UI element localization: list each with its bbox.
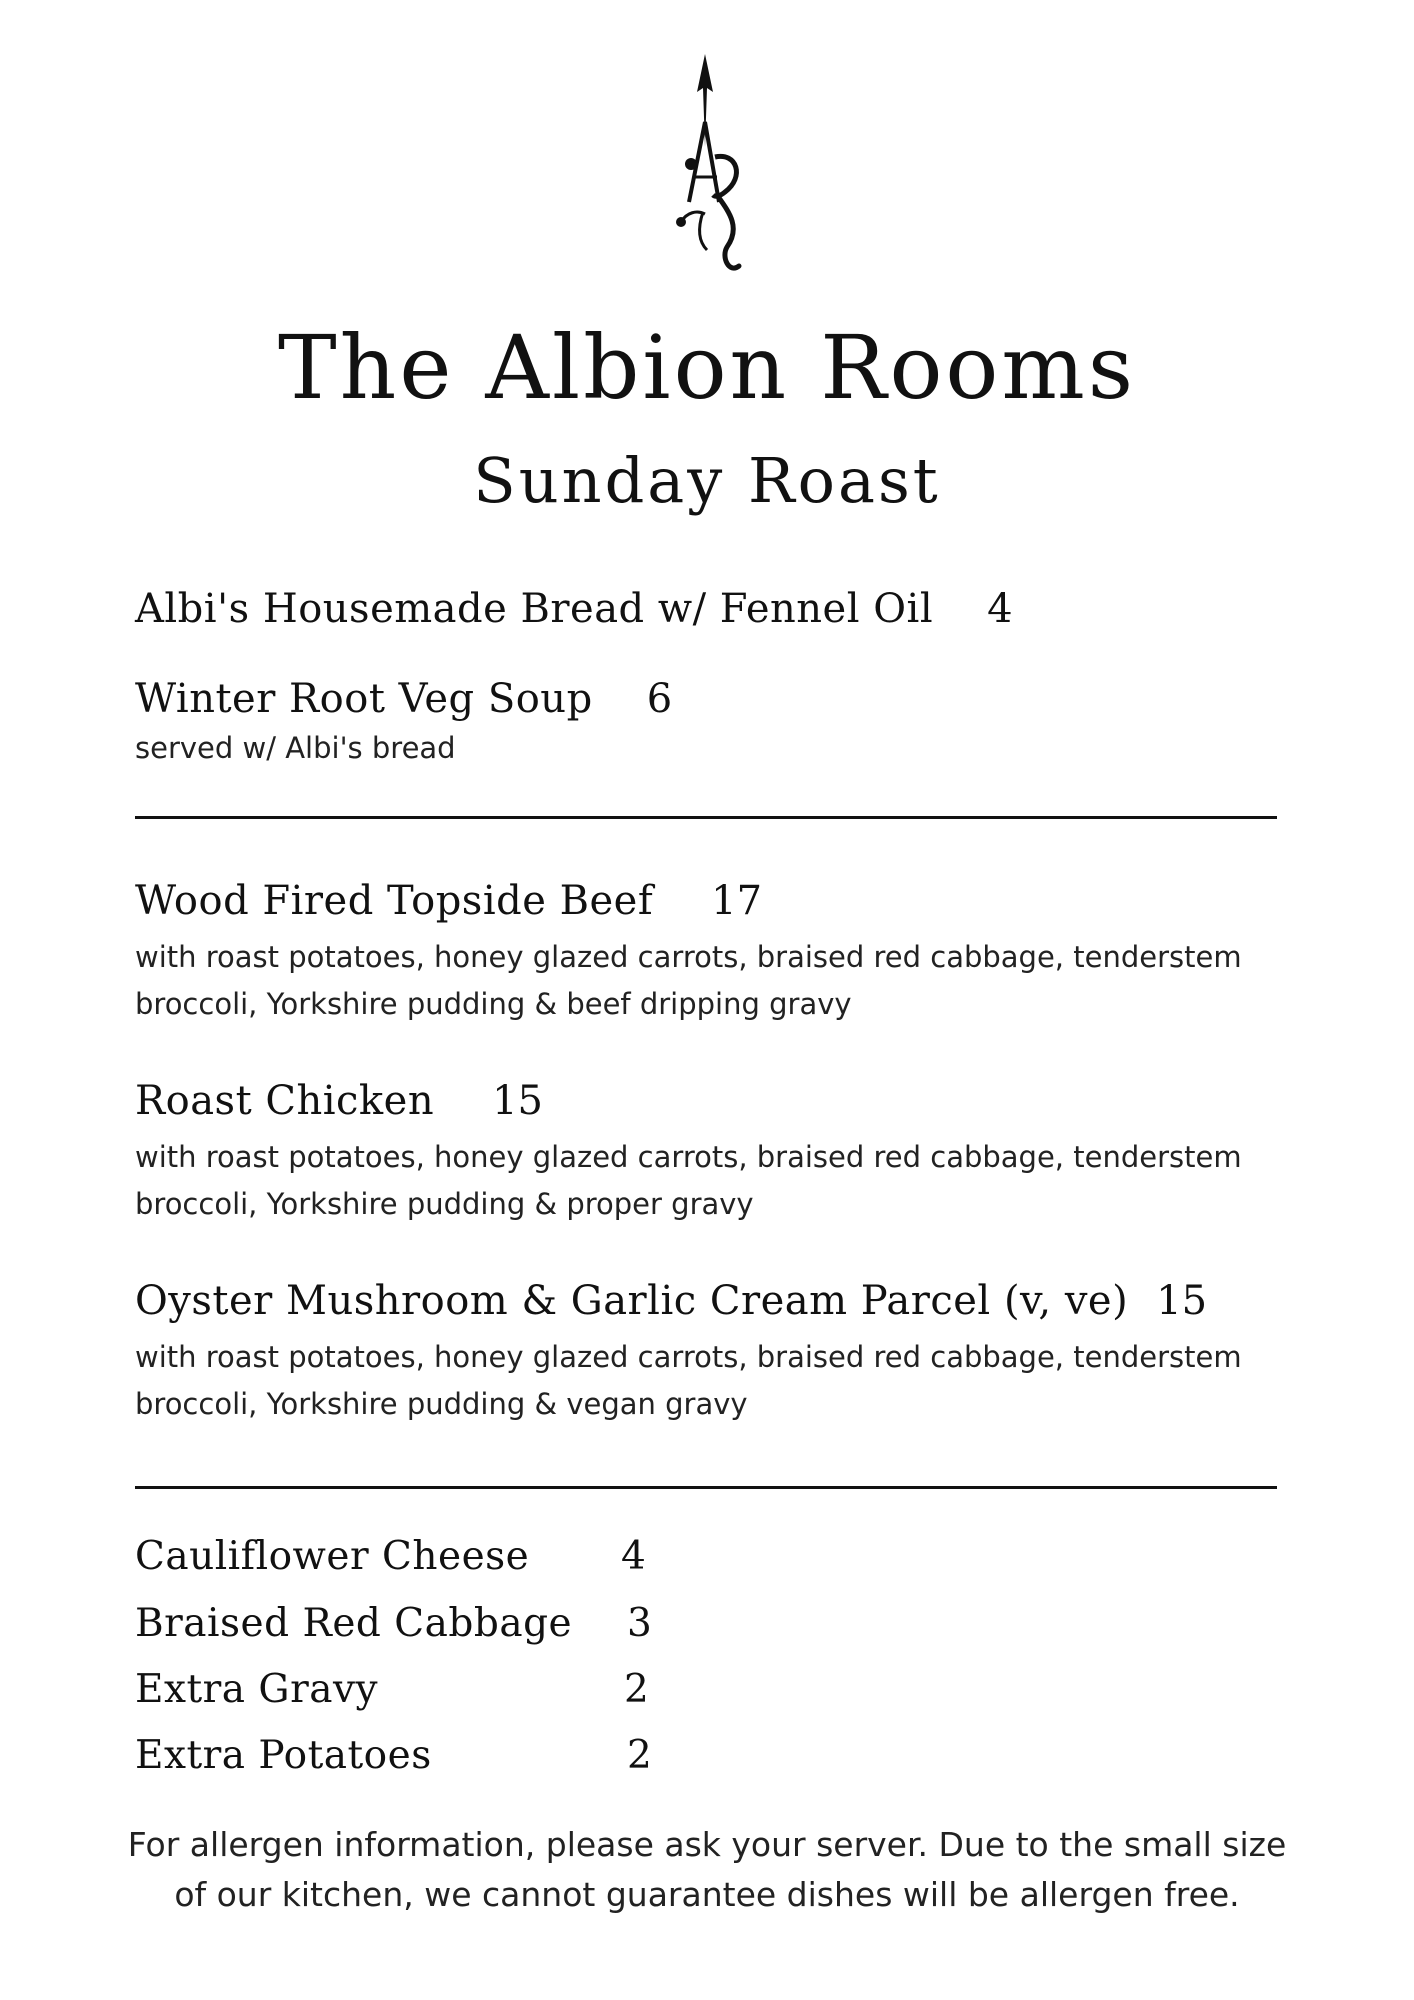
menu-title: Sunday Roast xyxy=(473,444,941,517)
allergen-notice-line: of our kitchen, we cannot guarantee dishes will be allergen free. xyxy=(174,1875,1240,1914)
side-name: Extra Potatoes xyxy=(135,1733,432,1778)
dish-price: 15 xyxy=(1156,1278,1208,1324)
dish-description-line: with roast potatoes, honey glazed carrots, braised red cabbage, tenderstem xyxy=(135,940,1242,974)
dish-price: 4 xyxy=(987,586,1013,632)
menu-item-mushroom-parcel xyxy=(135,1277,1207,1325)
allergen-notice-line: For allergen information, please ask your server. Due to the small size xyxy=(127,1825,1287,1864)
side-name: Extra Gravy xyxy=(135,1667,379,1712)
dish-description-line: broccoli, Yorkshire pudding & beef dripping gravy xyxy=(135,987,852,1021)
dish-description-line: with roast potatoes, honey glazed carrots, braised red cabbage, tenderstem xyxy=(135,1140,1242,1174)
side-price: 2 xyxy=(627,1733,652,1778)
dish-price: 15 xyxy=(492,1078,544,1124)
menu-item-bread xyxy=(135,585,1013,633)
side-name: Braised Red Cabbage xyxy=(135,1601,573,1646)
side-name: Cauliflower Cheese xyxy=(135,1534,530,1579)
dish-description-line: broccoli, Yorkshire pudding & vegan gravy xyxy=(135,1387,748,1421)
side-price: 3 xyxy=(627,1601,652,1646)
dish-name: Albi's Housemade Bread w/ Fennel Oil xyxy=(135,586,934,632)
dish-price: 17 xyxy=(711,878,763,924)
dish-name: Oyster Mushroom & Garlic Cream Parcel (v, ve) xyxy=(135,1278,1129,1324)
dish-description-line: broccoli, Yorkshire pudding & proper gravy xyxy=(135,1187,754,1221)
restaurant-name: The Albion Rooms xyxy=(277,316,1137,419)
section-divider xyxy=(135,1486,1277,1489)
albion-rooms-logo xyxy=(667,52,757,282)
dish-price: 6 xyxy=(646,676,673,722)
side-price: 2 xyxy=(624,1667,649,1712)
menu-item-beef xyxy=(135,877,762,925)
dish-name: Roast Chicken xyxy=(135,1078,435,1124)
menu-item-soup xyxy=(135,675,672,723)
dish-name: Winter Root Veg Soup xyxy=(135,676,593,722)
side-price: 4 xyxy=(621,1534,646,1579)
dish-name: Wood Fired Topside Beef xyxy=(135,878,654,924)
menu-item-chicken xyxy=(135,1077,543,1125)
allergen-notice xyxy=(120,1820,1294,1920)
section-divider xyxy=(135,816,1277,819)
dish-description-line: with roast potatoes, honey glazed carrots, braised red cabbage, tenderstem xyxy=(135,1340,1242,1374)
dish-description: served w/ Albi's bread xyxy=(135,731,456,765)
